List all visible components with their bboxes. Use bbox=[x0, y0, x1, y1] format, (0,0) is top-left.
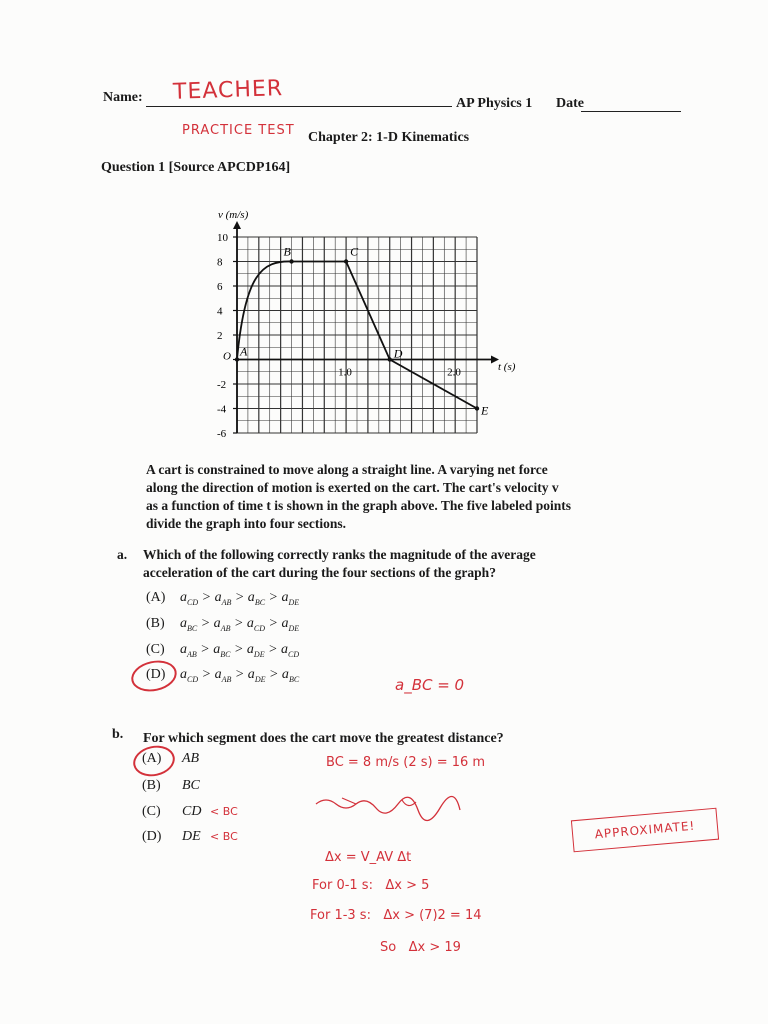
x-tick-label: 1.0 bbox=[338, 366, 352, 379]
problem-line: along the direction of motion is exerted on the cart. The cart's velocity v bbox=[146, 480, 559, 495]
ranking-expression: $a_{CD} > a_{AB} > a_{DE} > a_{BC}$ bbox=[180, 667, 300, 684]
part-b-question: For which segment does the cart move the greatest distance? bbox=[143, 731, 504, 746]
subscript: DE bbox=[253, 649, 265, 659]
approximate-note-box: APPROXIMATE! bbox=[571, 808, 719, 853]
point-a bbox=[235, 357, 239, 361]
problem-line: as a function of time t is shown in the graph above. The five labeled points bbox=[146, 498, 572, 513]
option-label: (D) bbox=[146, 667, 166, 682]
handwritten-note-a: a_BC = 0 bbox=[395, 676, 465, 694]
work-line: For 1-3 s: Δx > (7)2 = 14 bbox=[310, 908, 482, 923]
x-axis-label: t (s) bbox=[498, 361, 516, 373]
y-tick-label: -2 bbox=[217, 379, 227, 391]
part-b-option bbox=[142, 829, 238, 845]
subscript: BC bbox=[254, 597, 266, 607]
point-c bbox=[344, 259, 348, 263]
point-label: C bbox=[350, 244, 359, 259]
part-a-option bbox=[146, 590, 299, 607]
y-tick-label: 8 bbox=[217, 256, 223, 269]
problem-text bbox=[146, 461, 626, 533]
velocity-time-graph bbox=[180, 200, 520, 450]
work-line: So Δx > 19 bbox=[380, 940, 461, 955]
part-a-option bbox=[146, 642, 299, 659]
option-note: < BC bbox=[210, 805, 238, 818]
point-label: A bbox=[240, 344, 248, 359]
option-label: (B) bbox=[142, 778, 161, 793]
y-tick-label: -6 bbox=[217, 428, 227, 440]
option-text: AB bbox=[182, 751, 200, 766]
subscript: DE bbox=[288, 597, 300, 607]
subscript: CD bbox=[187, 597, 199, 607]
work-line: BC = 8 m/s (2 s) = 16 m bbox=[326, 755, 486, 770]
subscript: CD bbox=[288, 649, 300, 659]
part-a-question-line: Which of the following correctly ranks the magnitude of the average bbox=[143, 547, 536, 562]
subscript: DE bbox=[254, 674, 266, 684]
ranking-expression: $a_{CD} > a_{AB} > a_{BC} > a_{DE}$ bbox=[180, 590, 300, 607]
option-label: (C) bbox=[146, 642, 165, 657]
y-tick-label: 6 bbox=[217, 281, 223, 293]
y-tick-label: 2 bbox=[217, 330, 223, 342]
option-text: CD bbox=[182, 804, 202, 819]
y-axis-label: v (m/s) bbox=[218, 209, 249, 221]
date-underline bbox=[581, 111, 681, 112]
course-name: AP Physics 1 bbox=[456, 96, 533, 111]
name-label: Name: bbox=[103, 90, 143, 105]
ranking-expression: $a_{BC} > a_{AB} > a_{CD} > a_{DE}$ bbox=[180, 616, 300, 633]
subscript: AB bbox=[187, 649, 197, 659]
subscript: BC bbox=[187, 623, 198, 633]
option-text: DE bbox=[182, 829, 201, 844]
y-tick-label: O bbox=[223, 350, 231, 363]
date-label: Date bbox=[556, 96, 584, 111]
option-note: < BC bbox=[210, 830, 238, 843]
work-line: For 0-1 s: Δx > 5 bbox=[312, 878, 430, 893]
option-label: (B) bbox=[146, 616, 165, 631]
name-underline bbox=[146, 106, 452, 107]
part-b-option bbox=[142, 778, 210, 794]
option-label: (C) bbox=[142, 804, 161, 819]
x-tick-label: 2.0 bbox=[447, 366, 461, 379]
option-label: (A) bbox=[142, 751, 162, 766]
part-a-question bbox=[143, 546, 613, 582]
practice-test-note: PRACTICE TEST bbox=[182, 123, 295, 138]
problem-line: divide the graph into four sections. bbox=[146, 516, 347, 531]
teacher-name: TEACHER bbox=[172, 76, 284, 105]
part-a-question-line: acceleration of the cart during the four sections of the graph? bbox=[143, 565, 496, 580]
option-label: (A) bbox=[146, 590, 166, 605]
subscript: DE bbox=[288, 623, 300, 633]
problem-line: A cart is constrained to move along a straight line. A varying net force bbox=[146, 462, 548, 477]
y-tick-label: -4 bbox=[217, 403, 227, 416]
answer-circle-a bbox=[128, 657, 179, 696]
y-axis-arrow bbox=[233, 221, 241, 229]
part-a-option bbox=[146, 616, 299, 633]
part-a-label: a. bbox=[117, 547, 128, 562]
subscript: AB bbox=[220, 623, 231, 633]
point-label: B bbox=[283, 244, 291, 259]
subscript: BC bbox=[288, 674, 300, 684]
point-label: D bbox=[393, 346, 403, 361]
subscript: AB bbox=[221, 597, 232, 607]
option-label: (D) bbox=[142, 829, 162, 844]
point-d bbox=[388, 357, 392, 361]
part-b-label: b. bbox=[112, 727, 124, 742]
y-tick-label: 4 bbox=[217, 305, 223, 318]
subscript: CD bbox=[187, 674, 199, 684]
graph-grid bbox=[237, 237, 477, 433]
point-b bbox=[289, 259, 293, 263]
question-title: Question 1 [Source APCDP164] bbox=[101, 160, 291, 175]
subscript: CD bbox=[253, 623, 266, 633]
scribble-mark bbox=[312, 790, 482, 830]
subscript: AB bbox=[221, 674, 232, 684]
chapter-title: Chapter 2: 1-D Kinematics bbox=[308, 130, 470, 145]
y-tick-label: 10 bbox=[217, 232, 228, 244]
option-text: BC bbox=[182, 778, 200, 793]
point-e bbox=[475, 406, 479, 410]
point-label: E bbox=[481, 403, 489, 418]
work-line: Δx = V_AV Δt bbox=[325, 850, 412, 865]
ranking-expression: $a_{AB} > a_{BC} > a_{DE} > a_{CD}$ bbox=[180, 642, 300, 659]
subscript: BC bbox=[220, 649, 231, 659]
part-b-option bbox=[142, 804, 238, 820]
